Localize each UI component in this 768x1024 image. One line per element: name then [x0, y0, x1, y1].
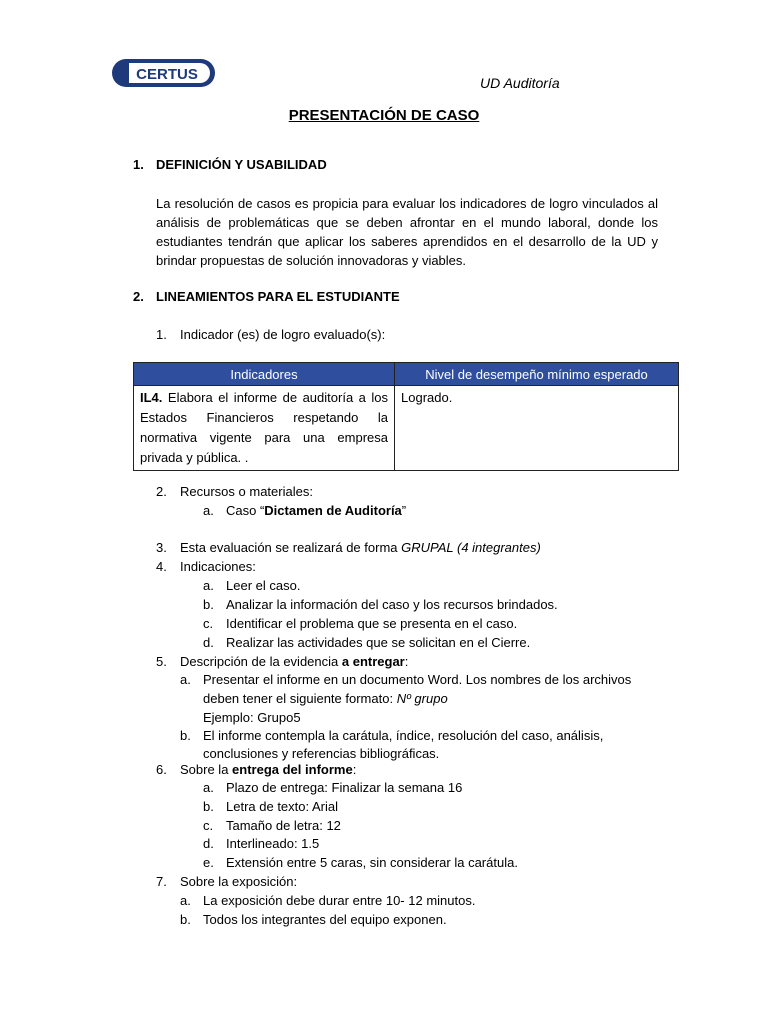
list-item-letter: a. — [203, 578, 214, 593]
list-item: Tamaño de letra: 12 — [226, 818, 341, 833]
indicator-text: Elabora el informe de auditoría a los Estados Financieros respetando la normativa vigente para una empresa privada y pública. . — [140, 390, 388, 465]
list-item: Identificar el problema que se presenta en el caso. — [226, 616, 518, 631]
case-name: Dictamen de Auditoría — [264, 503, 402, 518]
list-item: Interlineado: 1.5 — [226, 836, 320, 851]
list-item-letter: e. — [203, 855, 214, 870]
logo-text: CERTUS — [136, 66, 198, 83]
list-item-letter: b. — [203, 597, 214, 612]
list-item-letter: d. — [203, 635, 214, 650]
item5-b-line1: El informe contempla la carátula, índice, resolución del caso, análisis, — [203, 728, 604, 743]
item5-a-letter: a. — [180, 672, 191, 687]
item5-text: Descripción de la evidencia a entregar: — [180, 654, 409, 669]
list-item-letter: b. — [180, 912, 191, 927]
section1-paragraph: La resolución de casos es propicia para evaluar los indicadores de logro vinculados al análisis de problemáticas que se deben afrontar en el mundo laboral, donde los estudiantes tendrán que aplicar los saberes aprendidos en el desarrollo de la UD y brindar propuestas de solución innovadoras y viables. — [156, 196, 658, 268]
indicator-cell — [134, 386, 395, 471]
section2-heading: LINEAMIENTOS PARA EL ESTUDIANTE — [156, 289, 400, 304]
list-item: Todos los integrantes del equipo exponen. — [203, 912, 447, 927]
item6-text: Sobre la entrega del informe: — [180, 762, 357, 777]
list-item-letter: a. — [203, 780, 214, 795]
list-item: Leer el caso. — [226, 578, 301, 593]
item3-text: Esta evaluación se realizará de forma GRUPAL (4 integrantes) — [180, 540, 541, 555]
list-item-letter: d. — [203, 836, 214, 851]
item7-text: Sobre la exposición: — [180, 874, 298, 889]
item6-number: 6. — [156, 762, 167, 777]
list-item-letter: c. — [203, 818, 214, 833]
list-item-letter: a. — [180, 893, 191, 908]
list-item-letter: b. — [203, 799, 214, 814]
list-item: La exposición debe durar entre 10- 12 minutos. — [203, 893, 476, 908]
item1-number: 1. — [156, 327, 167, 342]
item5-a-line3: Ejemplo: Grupo5 — [203, 710, 301, 725]
course-label: UD Auditoría — [480, 75, 560, 91]
item5-b-line2: conclusiones y referencias bibliográficas. — [203, 746, 440, 761]
list-item: Extensión entre 5 caras, sin considerar la carátula. — [226, 855, 518, 870]
list-item: Letra de texto: Arial — [226, 799, 339, 814]
level-cell: Logrado. — [395, 386, 679, 471]
item2-number: 2. — [156, 484, 167, 499]
section1-heading: DEFINICIÓN Y USABILIDAD — [156, 157, 327, 172]
item5-b-letter: b. — [180, 728, 191, 743]
item2-text: Recursos o materiales: — [180, 484, 313, 499]
list-item: Realizar las actividades que se solicitan en el Cierre. — [226, 635, 531, 650]
list-item-letter: c. — [203, 616, 214, 631]
indicator-code: IL4. — [140, 390, 163, 405]
item4-text: Indicaciones: — [180, 559, 256, 574]
item2-a-letter: a. — [203, 503, 214, 518]
item2-a-text: Caso “Dictamen de Auditoría” — [226, 503, 407, 518]
list-item: Plazo de entrega: Finalizar la semana 16 — [226, 780, 463, 795]
group-mode: GRUPAL (4 integrantes) — [401, 540, 541, 555]
section2-number: 2. — [133, 289, 144, 304]
item7-number: 7. — [156, 874, 167, 889]
section1-number: 1. — [133, 157, 144, 172]
page-title: PRESENTACIÓN DE CASO — [288, 107, 480, 124]
table-header-indicadores: Indicadores — [134, 363, 395, 386]
table-header-row — [134, 363, 679, 386]
table-row — [134, 386, 679, 471]
item3-number: 3. — [156, 540, 167, 555]
certus-logo — [111, 58, 216, 88]
indicators-table — [133, 362, 679, 471]
item1-text: Indicador (es) de logro evaluado(s): — [180, 327, 386, 342]
item5-number: 5. — [156, 654, 167, 669]
item5-a-line1: Presentar el informe en un documento Word. Los nombres de los archivos — [203, 672, 632, 687]
table-header-nivel: Nivel de desempeño mínimo esperado — [395, 363, 679, 386]
item4-number: 4. — [156, 559, 167, 574]
item5-a-line2: deben tener el siguiente formato: Nº grupo — [203, 691, 448, 706]
list-item: Analizar la información del caso y los recursos brindados. — [226, 597, 558, 612]
